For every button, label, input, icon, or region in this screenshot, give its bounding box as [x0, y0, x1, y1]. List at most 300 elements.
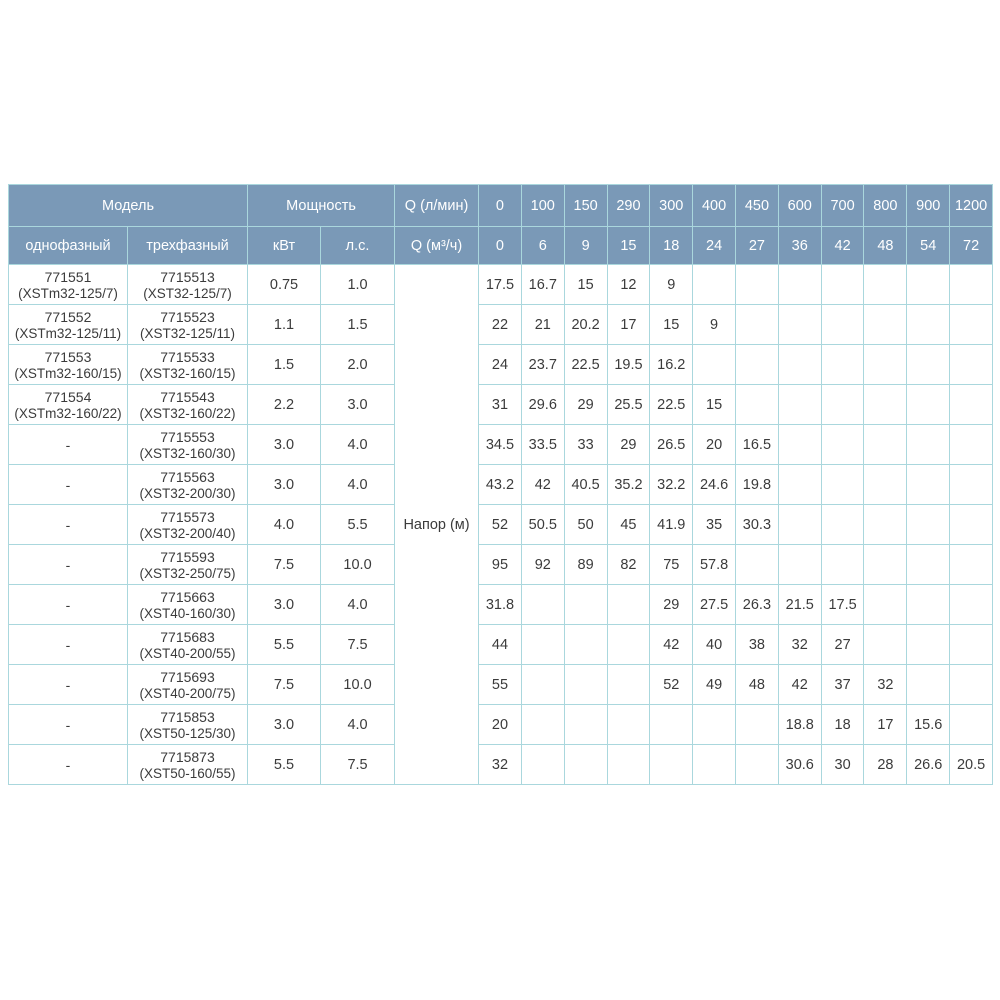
head-value-cell: 21: [521, 305, 564, 345]
flow-m3h-header: 6: [521, 227, 564, 265]
head-value-cell: [907, 265, 950, 305]
flow-m3h-header: 18: [650, 227, 693, 265]
q-lmin-header: Q (л/мин): [395, 185, 479, 227]
flow-lmin-header: 400: [693, 185, 736, 227]
head-value-cell: 20.5: [950, 745, 993, 785]
head-value-cell: [736, 545, 779, 585]
head-value-cell: 19.5: [607, 345, 650, 385]
head-value-cell: 22: [479, 305, 522, 345]
head-value-cell: [521, 705, 564, 745]
single-phase-code: -: [65, 756, 71, 773]
three-phase-code: 7715533: [160, 348, 215, 365]
power-kw-cell: 3.0: [248, 425, 321, 465]
head-value-cell: [778, 465, 821, 505]
single-phase-name: (XSTm32-160/15): [14, 365, 122, 381]
table-row: [9, 585, 993, 625]
flow-m3h-header: 9: [564, 227, 607, 265]
model-single-cell: [9, 505, 128, 545]
head-value-cell: 45: [607, 505, 650, 545]
head-value-cell: [736, 265, 779, 305]
head-value-cell: 30: [821, 745, 864, 785]
head-value-cell: [778, 305, 821, 345]
power-kw-cell: 1.1: [248, 305, 321, 345]
head-value-cell: 20: [479, 705, 522, 745]
head-value-cell: 40: [693, 625, 736, 665]
hp-header: л.с.: [321, 227, 395, 265]
head-value-cell: 17: [607, 305, 650, 345]
flow-lmin-header: 300: [650, 185, 693, 227]
head-value-cell: [907, 425, 950, 465]
head-value-cell: [521, 665, 564, 705]
head-value-cell: [564, 665, 607, 705]
head-value-cell: [864, 465, 907, 505]
head-value-cell: 32: [479, 745, 522, 785]
head-value-cell: 42: [521, 465, 564, 505]
model-single-cell: [9, 545, 128, 585]
head-value-cell: 50.5: [521, 505, 564, 545]
head-value-cell: 82: [607, 545, 650, 585]
head-value-cell: [607, 745, 650, 785]
head-value-cell: 23.7: [521, 345, 564, 385]
head-value-cell: 17: [864, 705, 907, 745]
single-phase-header: однофазный: [9, 227, 128, 265]
head-value-cell: 95: [479, 545, 522, 585]
head-value-cell: 22.5: [564, 345, 607, 385]
table-row: [9, 465, 993, 505]
head-value-cell: 34.5: [479, 425, 522, 465]
single-phase-code: -: [65, 516, 71, 533]
table-row: [9, 625, 993, 665]
head-value-cell: 17.5: [821, 585, 864, 625]
three-phase-name: (XST50-125/30): [139, 725, 236, 741]
head-value-cell: 37: [821, 665, 864, 705]
head-value-cell: 42: [650, 625, 693, 665]
head-value-cell: [864, 305, 907, 345]
three-phase-name: (XST50-160/55): [139, 765, 236, 781]
model-three-cell: [128, 705, 248, 745]
flow-lmin-header: 0: [479, 185, 522, 227]
head-value-cell: 31: [479, 385, 522, 425]
power-hp-cell: 4.0: [321, 705, 395, 745]
head-value-cell: 9: [693, 305, 736, 345]
head-value-cell: 32: [864, 665, 907, 705]
head-value-cell: 25.5: [607, 385, 650, 425]
model-three-cell: [128, 625, 248, 665]
head-value-cell: 92: [521, 545, 564, 585]
header-row-2: [9, 227, 993, 265]
head-value-cell: [907, 505, 950, 545]
head-value-cell: 15: [650, 305, 693, 345]
head-value-cell: 42: [778, 665, 821, 705]
three-phase-code: 7715573: [160, 508, 215, 525]
head-value-cell: [950, 625, 993, 665]
three-phase-name: (XST32-125/7): [143, 285, 232, 301]
power-hp-cell: 1.0: [321, 265, 395, 305]
flow-lmin-header: 100: [521, 185, 564, 227]
head-value-cell: 50: [564, 505, 607, 545]
head-value-cell: 28: [864, 745, 907, 785]
model-three-cell: [128, 305, 248, 345]
head-label-cell: Напор (м): [395, 265, 479, 785]
head-value-cell: [907, 545, 950, 585]
head-value-cell: [864, 545, 907, 585]
model-three-cell: [128, 425, 248, 465]
model-single-cell: [9, 305, 128, 345]
head-value-cell: [821, 265, 864, 305]
flow-lmin-header: 1200: [950, 185, 993, 227]
head-value-cell: 44: [479, 625, 522, 665]
single-phase-code: 771552: [44, 308, 92, 325]
power-kw-cell: 3.0: [248, 465, 321, 505]
single-phase-code: -: [65, 596, 71, 613]
table-row: [9, 505, 993, 545]
three-phase-code: 7715853: [160, 708, 215, 725]
head-value-cell: [607, 625, 650, 665]
head-value-cell: [736, 345, 779, 385]
table-row: [9, 665, 993, 705]
three-phase-code: 7715593: [160, 548, 215, 565]
head-value-cell: 55: [479, 665, 522, 705]
q-m3h-header: Q (м³/ч): [395, 227, 479, 265]
head-value-cell: 26.5: [650, 425, 693, 465]
power-hp-cell: 7.5: [321, 745, 395, 785]
head-value-cell: 21.5: [778, 585, 821, 625]
model-single-cell: [9, 345, 128, 385]
table-header: [9, 185, 993, 265]
single-phase-code: 771553: [44, 348, 92, 365]
head-value-cell: [736, 305, 779, 345]
head-value-cell: [950, 265, 993, 305]
three-phase-code: 7715513: [160, 268, 215, 285]
head-value-cell: [693, 265, 736, 305]
head-value-cell: 16.7: [521, 265, 564, 305]
three-phase-name: (XST40-200/55): [139, 645, 236, 661]
power-hp-cell: 10.0: [321, 545, 395, 585]
power-header: Мощность: [248, 185, 395, 227]
head-value-cell: 89: [564, 545, 607, 585]
power-hp-cell: 2.0: [321, 345, 395, 385]
power-hp-cell: 7.5: [321, 625, 395, 665]
single-phase-code: 771551: [44, 268, 92, 285]
head-value-cell: 29: [607, 425, 650, 465]
head-value-cell: [564, 745, 607, 785]
pump-spec-table: [8, 184, 993, 785]
head-value-cell: 22.5: [650, 385, 693, 425]
model-three-cell: [128, 505, 248, 545]
single-phase-code: -: [65, 716, 71, 733]
flow-lmin-header: 900: [907, 185, 950, 227]
model-single-cell: [9, 465, 128, 505]
flow-m3h-header: 24: [693, 227, 736, 265]
head-value-cell: 24.6: [693, 465, 736, 505]
head-value-cell: 41.9: [650, 505, 693, 545]
single-phase-name: (XSTm32-125/7): [18, 285, 118, 301]
model-three-cell: [128, 465, 248, 505]
single-phase-code: -: [65, 556, 71, 573]
power-kw-cell: 5.5: [248, 745, 321, 785]
head-value-cell: [821, 545, 864, 585]
head-value-cell: [907, 625, 950, 665]
three-phase-header: трехфазный: [128, 227, 248, 265]
three-phase-name: (XST32-160/15): [139, 365, 236, 381]
table-body: [9, 265, 993, 785]
head-value-cell: 17.5: [479, 265, 522, 305]
power-kw-cell: 7.5: [248, 665, 321, 705]
single-phase-code: -: [65, 676, 71, 693]
head-value-cell: [778, 345, 821, 385]
single-phase-code: -: [65, 436, 71, 453]
head-value-cell: [778, 385, 821, 425]
model-single-cell: [9, 705, 128, 745]
power-kw-cell: 1.5: [248, 345, 321, 385]
power-kw-cell: 5.5: [248, 625, 321, 665]
head-value-cell: [650, 745, 693, 785]
three-phase-code: 7715873: [160, 748, 215, 765]
three-phase-name: (XST32-200/40): [139, 525, 236, 541]
head-value-cell: [864, 505, 907, 545]
header-row-1: [9, 185, 993, 227]
kw-header: кВт: [248, 227, 321, 265]
model-three-cell: [128, 385, 248, 425]
head-value-cell: 29: [650, 585, 693, 625]
head-value-cell: [521, 625, 564, 665]
head-value-cell: 43.2: [479, 465, 522, 505]
head-value-cell: [907, 465, 950, 505]
head-value-cell: [907, 305, 950, 345]
head-value-cell: 12: [607, 265, 650, 305]
head-value-cell: [950, 305, 993, 345]
head-value-cell: [950, 545, 993, 585]
flow-m3h-header: 54: [907, 227, 950, 265]
head-value-cell: 15: [564, 265, 607, 305]
three-phase-code: 7715693: [160, 668, 215, 685]
flow-m3h-header: 15: [607, 227, 650, 265]
power-hp-cell: 5.5: [321, 505, 395, 545]
head-value-cell: 16.2: [650, 345, 693, 385]
table-row: [9, 545, 993, 585]
head-value-cell: [693, 345, 736, 385]
head-value-cell: 49: [693, 665, 736, 705]
power-hp-cell: 4.0: [321, 465, 395, 505]
head-value-cell: [736, 385, 779, 425]
head-value-cell: [950, 425, 993, 465]
head-value-cell: [821, 505, 864, 545]
table-row: [9, 305, 993, 345]
three-phase-code: 7715543: [160, 388, 215, 405]
flow-m3h-header: 72: [950, 227, 993, 265]
head-value-cell: 15.6: [907, 705, 950, 745]
power-hp-cell: 4.0: [321, 425, 395, 465]
flow-m3h-header: 42: [821, 227, 864, 265]
three-phase-name: (XST40-160/30): [139, 605, 236, 621]
head-value-cell: [607, 665, 650, 705]
head-value-cell: [864, 385, 907, 425]
flow-m3h-header: 36: [778, 227, 821, 265]
table-row: [9, 745, 993, 785]
power-hp-cell: 10.0: [321, 665, 395, 705]
three-phase-name: (XST32-250/75): [139, 565, 236, 581]
head-value-cell: [778, 545, 821, 585]
power-kw-cell: 3.0: [248, 705, 321, 745]
three-phase-name: (XST32-160/22): [139, 405, 236, 421]
three-phase-code: 7715563: [160, 468, 215, 485]
head-value-cell: 29.6: [521, 385, 564, 425]
head-value-cell: [607, 705, 650, 745]
three-phase-name: (XST32-200/30): [139, 485, 236, 501]
head-value-cell: 15: [693, 385, 736, 425]
head-value-cell: [521, 585, 564, 625]
three-phase-name: (XST40-200/75): [139, 685, 236, 701]
head-value-cell: [950, 385, 993, 425]
head-value-cell: [864, 425, 907, 465]
head-value-cell: 18.8: [778, 705, 821, 745]
head-value-cell: 32: [778, 625, 821, 665]
table-row: [9, 425, 993, 465]
flow-lmin-header: 700: [821, 185, 864, 227]
model-single-cell: [9, 745, 128, 785]
table-row: [9, 265, 993, 305]
single-phase-name: (XSTm32-160/22): [14, 405, 122, 421]
three-phase-name: (XST32-125/11): [139, 325, 236, 341]
flow-m3h-header: 0: [479, 227, 522, 265]
model-three-cell: [128, 665, 248, 705]
head-value-cell: [950, 465, 993, 505]
head-value-cell: 48: [736, 665, 779, 705]
three-phase-code: 7715663: [160, 588, 215, 605]
head-value-cell: [821, 465, 864, 505]
head-value-cell: 35.2: [607, 465, 650, 505]
head-value-cell: 9: [650, 265, 693, 305]
single-phase-code: 771554: [44, 388, 92, 405]
model-single-cell: [9, 625, 128, 665]
head-value-cell: [607, 585, 650, 625]
table-row: [9, 705, 993, 745]
head-value-cell: 52: [650, 665, 693, 705]
head-value-cell: [736, 745, 779, 785]
flow-lmin-header: 800: [864, 185, 907, 227]
head-value-cell: [693, 705, 736, 745]
head-value-cell: 57.8: [693, 545, 736, 585]
head-value-cell: [907, 585, 950, 625]
three-phase-name: (XST32-160/30): [139, 445, 236, 461]
head-value-cell: [864, 345, 907, 385]
head-value-cell: [907, 665, 950, 705]
power-hp-cell: 4.0: [321, 585, 395, 625]
flow-lmin-header: 600: [778, 185, 821, 227]
power-hp-cell: 1.5: [321, 305, 395, 345]
head-value-cell: 35: [693, 505, 736, 545]
head-value-cell: [778, 505, 821, 545]
head-value-cell: 20.2: [564, 305, 607, 345]
head-value-cell: [864, 585, 907, 625]
head-value-cell: [564, 585, 607, 625]
table-row: [9, 345, 993, 385]
head-value-cell: [821, 345, 864, 385]
model-single-cell: [9, 425, 128, 465]
head-value-cell: [778, 265, 821, 305]
flow-lmin-header: 290: [607, 185, 650, 227]
head-value-cell: [821, 305, 864, 345]
head-value-cell: 32.2: [650, 465, 693, 505]
power-kw-cell: 0.75: [248, 265, 321, 305]
head-value-cell: [521, 745, 564, 785]
head-value-cell: [907, 345, 950, 385]
model-three-cell: [128, 545, 248, 585]
head-value-cell: 16.5: [736, 425, 779, 465]
power-kw-cell: 4.0: [248, 505, 321, 545]
head-value-cell: 18: [821, 705, 864, 745]
head-value-cell: [950, 505, 993, 545]
head-value-cell: 33.5: [521, 425, 564, 465]
head-value-cell: 52: [479, 505, 522, 545]
flow-lmin-header: 450: [736, 185, 779, 227]
model-single-cell: [9, 385, 128, 425]
three-phase-code: 7715523: [160, 308, 215, 325]
head-value-cell: [736, 705, 779, 745]
model-header: Модель: [9, 185, 248, 227]
head-value-cell: 24: [479, 345, 522, 385]
flow-m3h-header: 27: [736, 227, 779, 265]
single-phase-code: -: [65, 476, 71, 493]
head-value-cell: [864, 625, 907, 665]
head-value-cell: [950, 665, 993, 705]
flow-lmin-header: 150: [564, 185, 607, 227]
head-value-cell: 19.8: [736, 465, 779, 505]
head-value-cell: [564, 705, 607, 745]
head-value-cell: [778, 425, 821, 465]
three-phase-code: 7715553: [160, 428, 215, 445]
three-phase-code: 7715683: [160, 628, 215, 645]
head-value-cell: [864, 265, 907, 305]
head-value-cell: 27.5: [693, 585, 736, 625]
head-value-cell: [693, 745, 736, 785]
model-single-cell: [9, 265, 128, 305]
flow-m3h-header: 48: [864, 227, 907, 265]
head-value-cell: 33: [564, 425, 607, 465]
head-value-cell: 20: [693, 425, 736, 465]
power-kw-cell: 7.5: [248, 545, 321, 585]
single-phase-code: -: [65, 636, 71, 653]
head-value-cell: 26.6: [907, 745, 950, 785]
head-value-cell: 30.3: [736, 505, 779, 545]
head-value-cell: 27: [821, 625, 864, 665]
head-value-cell: [950, 705, 993, 745]
head-value-cell: 75: [650, 545, 693, 585]
head-value-cell: 40.5: [564, 465, 607, 505]
model-three-cell: [128, 345, 248, 385]
model-single-cell: [9, 665, 128, 705]
head-value-cell: 38: [736, 625, 779, 665]
model-three-cell: [128, 585, 248, 625]
head-value-cell: [950, 345, 993, 385]
model-three-cell: [128, 745, 248, 785]
head-value-cell: [564, 625, 607, 665]
head-value-cell: 30.6: [778, 745, 821, 785]
table-row: [9, 385, 993, 425]
head-value-cell: 29: [564, 385, 607, 425]
head-value-cell: 26.3: [736, 585, 779, 625]
head-value-cell: [950, 585, 993, 625]
head-value-cell: [907, 385, 950, 425]
power-kw-cell: 2.2: [248, 385, 321, 425]
single-phase-name: (XSTm32-125/11): [14, 325, 122, 341]
head-value-cell: [821, 425, 864, 465]
model-single-cell: [9, 585, 128, 625]
power-hp-cell: 3.0: [321, 385, 395, 425]
power-kw-cell: 3.0: [248, 585, 321, 625]
head-value-cell: [650, 705, 693, 745]
head-value-cell: 31.8: [479, 585, 522, 625]
